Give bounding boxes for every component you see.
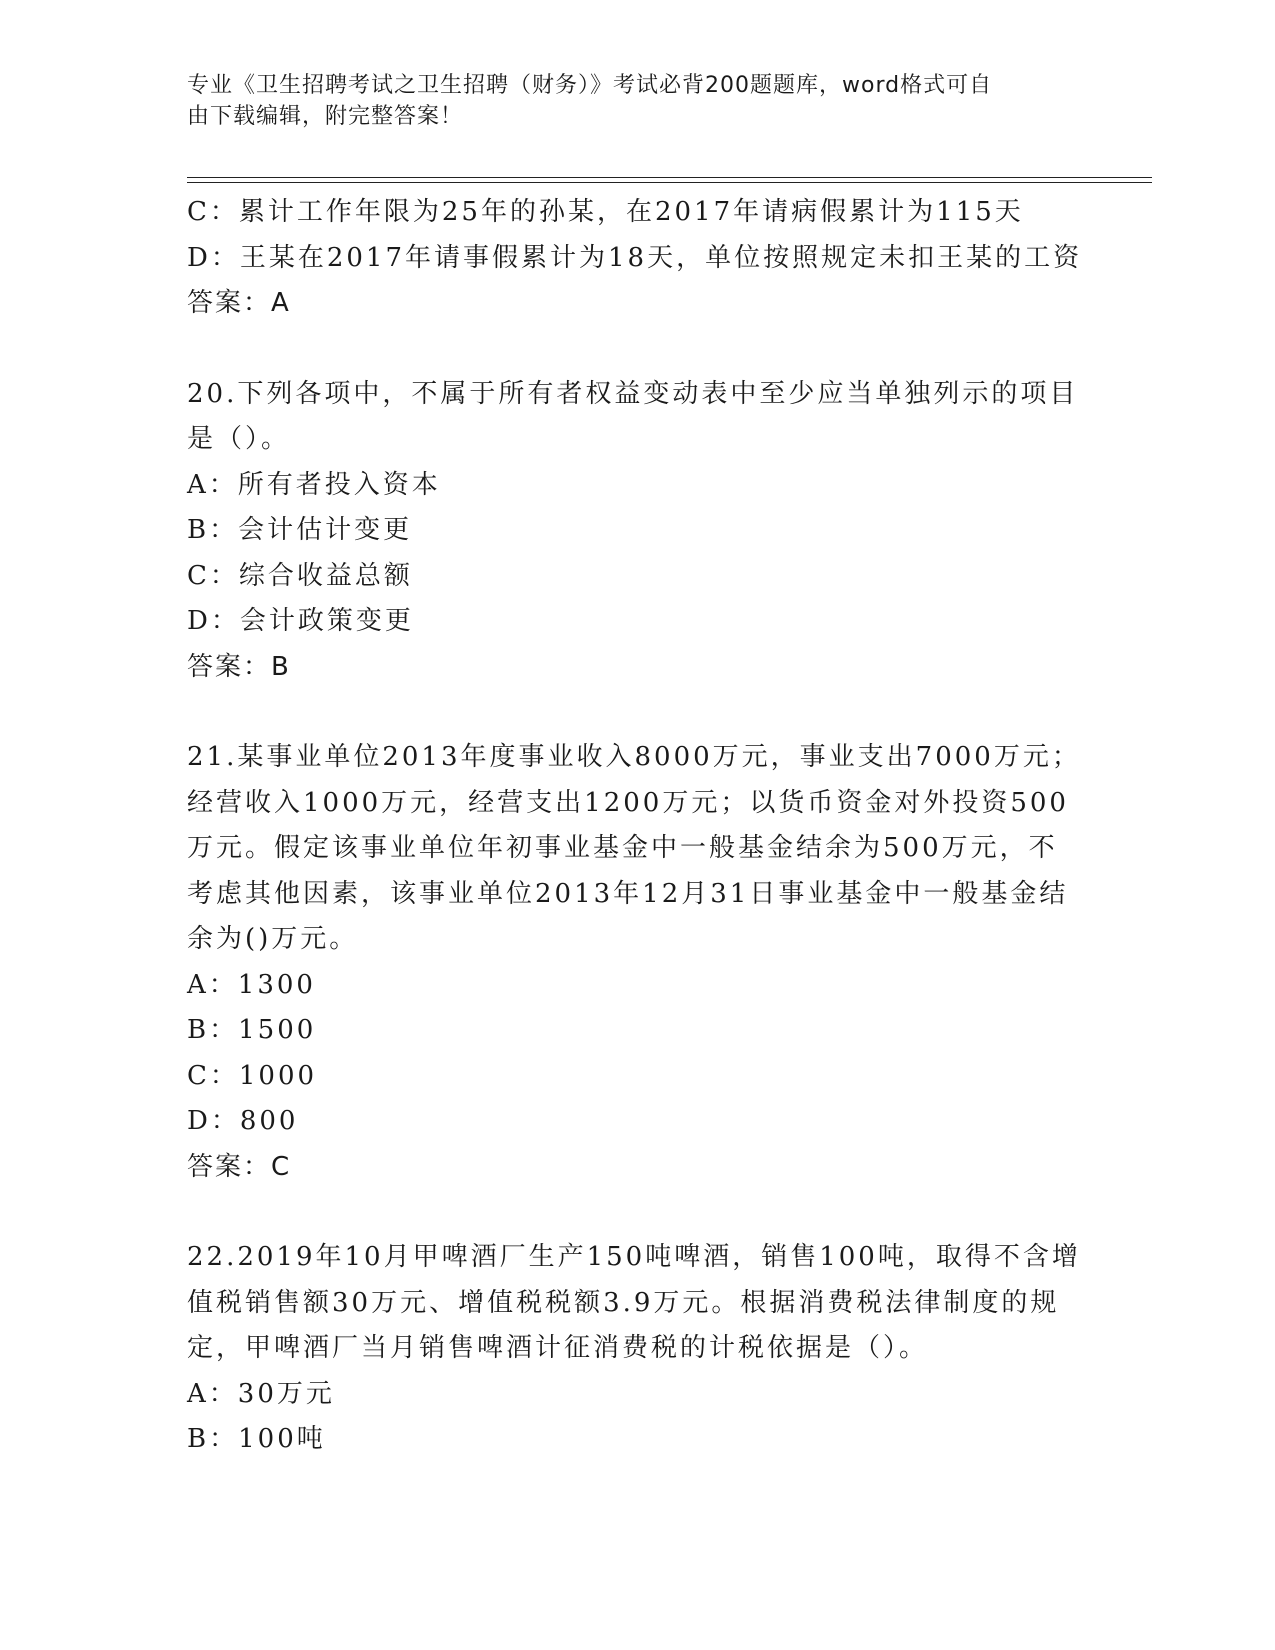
answer-line: 答案：C <box>187 1151 292 1182</box>
question-22 <box>187 1235 1087 1463</box>
spacer <box>187 690 1087 735</box>
document-header <box>187 70 1067 132</box>
question-stem-line: 22.2019年10月甲啤酒厂生产150吨啤酒，销售100吨，取得不含增 <box>187 1242 1081 1272</box>
header-divider-bottom <box>187 182 1152 183</box>
answer-line: 答案：B <box>187 651 291 682</box>
question-content <box>187 190 1087 1463</box>
spacer <box>187 1190 1087 1235</box>
question-21 <box>187 735 1087 1190</box>
question-19-tail <box>187 190 1087 327</box>
option-d: D：800 <box>187 1106 299 1136</box>
option-b: B：会计估计变更 <box>187 515 413 545</box>
question-stem-line: 是（）。 <box>187 424 291 454</box>
header-divider-top <box>187 177 1152 178</box>
option-b: B：100吨 <box>187 1424 326 1454</box>
question-stem-line: 经营收入1000万元，经营支出1200万元；以货币资金对外投资500 <box>187 787 1069 818</box>
spacer <box>187 327 1087 372</box>
option-c: C：1000 <box>187 1060 318 1091</box>
question-stem-line: 21.某事业单位2013年度事业收入8000万元，事业支出7000万元； <box>187 742 1081 772</box>
option-c: C：综合收益总额 <box>187 560 413 591</box>
option-a: A：30万元 <box>187 1378 335 1409</box>
question-stem-line: 考虑其他因素，该事业单位2013年12月31日事业基金中一般基金结 <box>187 878 1069 909</box>
question-stem-line: 值税销售额30万元、增值税税额3.9万元。根据消费税法律制度的规 <box>187 1287 1060 1318</box>
option-c: C：累计工作年限为25年的孙某，在2017年请病假累计为115天 <box>187 197 1024 227</box>
header-title-line-2: 由下载编辑，附完整答案！ <box>187 104 464 129</box>
option-b: B：1500 <box>187 1015 317 1045</box>
question-stem-line: 余为()万元。 <box>187 924 359 954</box>
question-20 <box>187 372 1087 691</box>
question-stem-line: 定，甲啤酒厂当月销售啤酒计征消费税的计税依据是（）。 <box>187 1333 929 1363</box>
option-a: A：所有者投入资本 <box>187 469 441 500</box>
header-title-line-1: 专业《卫生招聘考试之卫生招聘（财务）》考试必背200题题库，word格式可自 <box>187 73 993 98</box>
option-d: D：会计政策变更 <box>187 606 414 636</box>
option-d: D：王某在2017年请事假累计为18天，单位按照规定未扣王某的工资 <box>187 242 1083 273</box>
question-stem-line: 万元。假定该事业单位年初事业基金中一般基金结余为500万元，不 <box>187 833 1058 863</box>
answer-line: 答案：A <box>187 288 291 318</box>
question-stem-line: 20.下列各项中，不属于所有者权益变动表中至少应当单独列示的项目 <box>187 378 1079 409</box>
option-a: A：1300 <box>187 969 316 1000</box>
